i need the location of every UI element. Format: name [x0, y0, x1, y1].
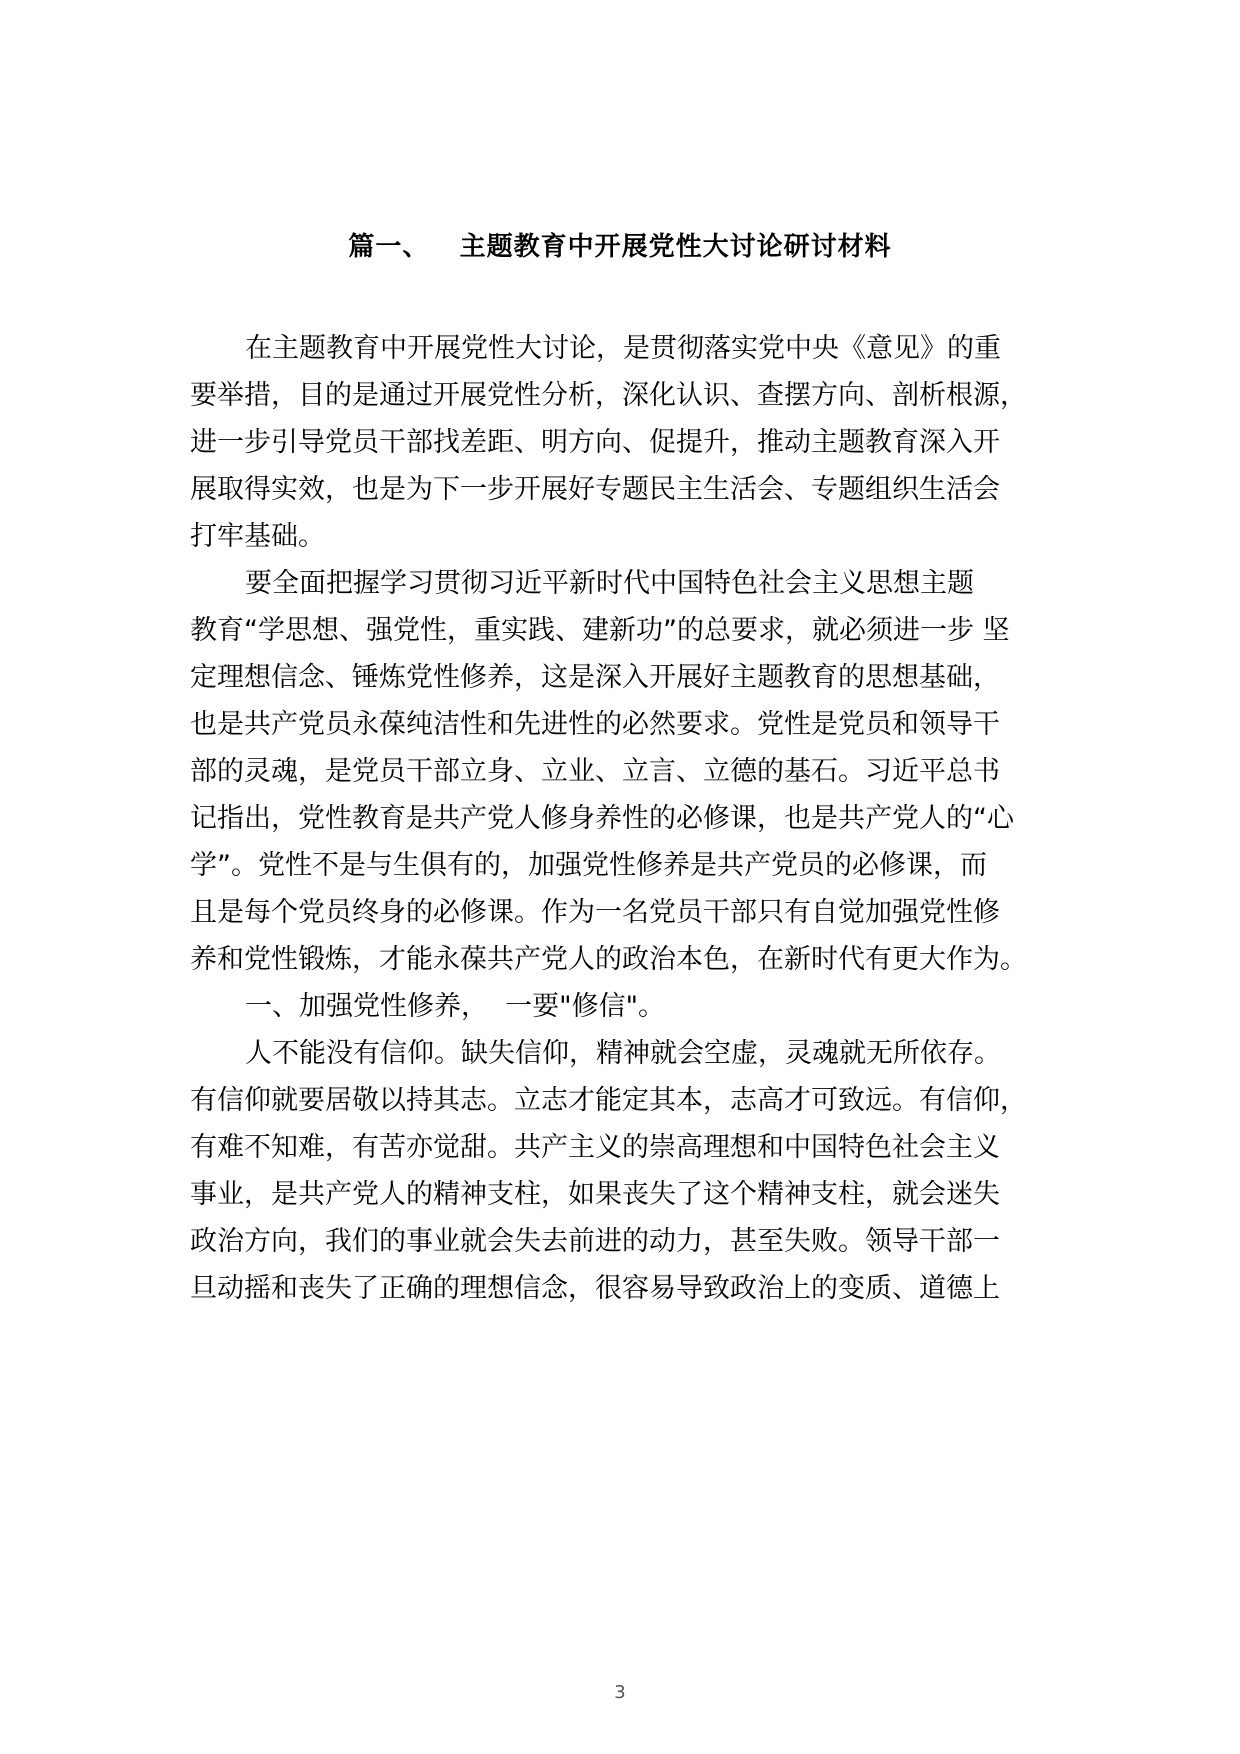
text-line: 养和党性锻炼，才能永葆共产党人的政治本色，在新时代有更大作为。 — [190, 944, 1027, 975]
document-title: 篇一、 主题教育中开展党性大讨论研讨材料 — [348, 232, 892, 262]
text-line: 教育“学思想、强党性，重实践、建新功”的总要求，就必须进一步 坚 — [190, 615, 1010, 646]
text-line: 有难不知难，有苦亦觉甜。共产主义的崇高理想和中国特色社会主义 — [190, 1132, 1000, 1163]
text-line: 也是共产党员永葆纯洁性和先进性的必然要求。党性是党员和领导干 — [190, 709, 1000, 740]
text-line: 政治方向，我们的事业就会失去前进的动力，甚至失败。领导干部一 — [190, 1226, 1000, 1257]
text-line: 有信仰就要居敬以持其志。立志才能定其本，志高才可致远。有信仰， — [190, 1085, 1027, 1116]
text-line: 在主题教育中开展党性大讨论，是贯彻落实党中央《意见》的重 — [245, 333, 1001, 364]
text-line: 进一步引导党员干部找差距、明方向、促提升，推动主题教育深入开 — [190, 427, 1000, 458]
section-heading: 一、加强党性修养， 一要"修信"。 — [245, 991, 666, 1022]
text-line: 人不能没有信仰。缺失信仰，精神就会空虚，灵魂就无所依存。 — [245, 1038, 1001, 1069]
page-number: 3 — [614, 1682, 626, 1703]
text-line: 事业，是共产党人的精神支柱，如果丧失了这个精神支柱，就会迷失 — [190, 1179, 1000, 1210]
text-line: 记指出，党性教育是共产党人修身养性的必修课，也是共产党人的“心 — [190, 803, 1014, 834]
text-line: 要全面把握学习贯彻习近平新时代中国特色社会主义思想主题 — [245, 568, 974, 599]
text-line: 展取得实效，也是为下一步开展好专题民主生活会、专题组织生活会 — [190, 474, 1000, 505]
text-line: 且是每个党员终身的必修课。作为一名党员干部只有自觉加强党性修 — [190, 897, 1000, 928]
text-line: 打牢基础。 — [190, 521, 325, 552]
text-line: 要举措，目的是通过开展党性分析，深化认识、查摆方向、剖析根源， — [190, 380, 1027, 411]
text-line: 旦动摇和丧失了正确的理想信念，很容易导致政治上的变质、道德上 — [190, 1273, 1000, 1304]
text-line: 定理想信念、锤炼党性修养，这是深入开展好主题教育的思想基础， — [190, 662, 1000, 693]
text-line: 学”。党性不是与生俱有的，加强党性修养是共产党员的必修课，而 — [190, 850, 987, 881]
text-line: 部的灵魂，是党员干部立身、立业、立言、立德的基石。习近平总书 — [190, 756, 1000, 787]
